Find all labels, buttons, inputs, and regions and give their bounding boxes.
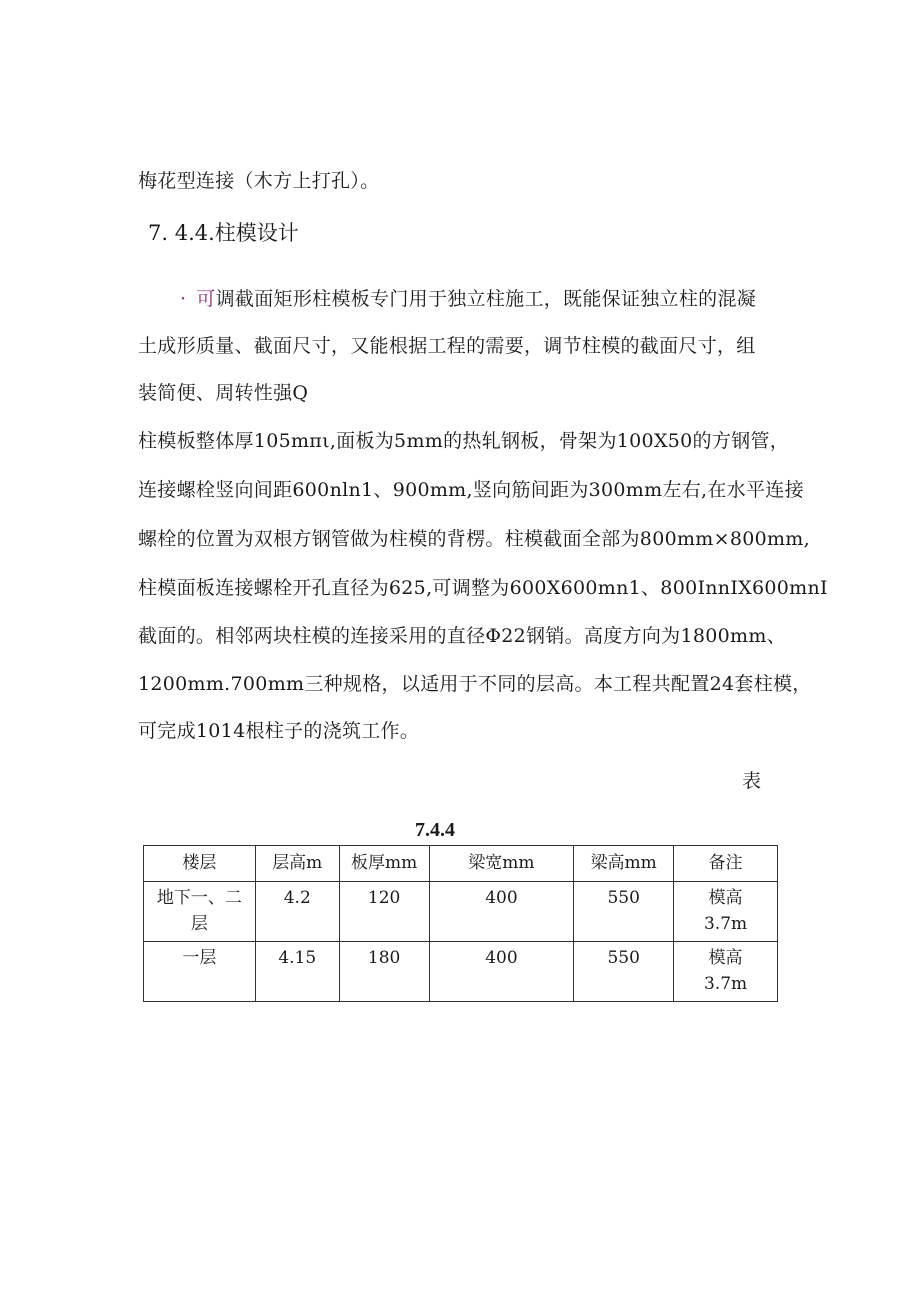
- cell-floor-line1: 一层: [182, 948, 217, 968]
- table-row: [144, 942, 778, 1002]
- cell-beam-height: 550: [574, 942, 674, 1002]
- paragraph2-line: 连接螺栓竖向间距600nln1、900mm,竖向筋间距为300mm左右,在水平连接: [138, 479, 804, 501]
- header-beam-width: 梁宽mm: [429, 846, 574, 882]
- cell-slab-thickness: 180: [339, 942, 429, 1002]
- lead-char: 可: [196, 288, 216, 310]
- section-heading: 7. 4.4.柱模设计: [148, 221, 299, 245]
- cell-beam-height: 550: [574, 882, 674, 942]
- cell-floor-line2: 层: [190, 914, 208, 934]
- bullet-icon: ·: [180, 288, 187, 310]
- cell-note: [674, 882, 778, 942]
- header-slab-thickness: 板厚mm: [339, 846, 429, 882]
- paragraph2-line: 可完成1014根柱子的浇筑工作。: [138, 720, 420, 742]
- cell-floor: [144, 882, 256, 942]
- cell-note-line2: 3.7m: [703, 974, 748, 994]
- cell-beam-width: 400: [429, 882, 574, 942]
- header-floor-height: 层高m: [255, 846, 339, 882]
- intro-line: 梅花型连接（木方上打孔）。: [138, 170, 380, 192]
- paragraph1-line3: 装简便、周转性强Q: [138, 382, 309, 404]
- header-note: 备注: [674, 846, 778, 882]
- cell-floor-height: 4.2: [255, 882, 339, 942]
- paragraph1-line1-text: 调截面矩形柱模板专门用于独立柱施工，既能保证独立柱的混凝: [215, 288, 757, 310]
- spec-table: [143, 845, 778, 1002]
- paragraph2-line: 柱模面板连接螺栓开孔直径为625,可调整为600X600mn1、800InnIX600mnI: [138, 577, 828, 599]
- cell-note-line1: 模高: [708, 948, 743, 968]
- cell-note-line1: 模高: [708, 888, 743, 908]
- paragraph2-line: 截面的。相邻两块柱模的连接采用的直径Φ22钢销。高度方向为1800mm、: [138, 625, 786, 647]
- cell-slab-thickness: 120: [339, 882, 429, 942]
- table-label: 表: [742, 770, 762, 792]
- table-header-row: [144, 846, 778, 882]
- header-floor: 楼层: [144, 846, 256, 882]
- paragraph2-line: 1200mm.700mm三种规格，以适用于不同的层高。本工程共配置24套柱模，: [138, 673, 812, 695]
- table-title: 7.4.4: [415, 819, 455, 841]
- cell-floor-line1: 地下一、二: [156, 888, 242, 908]
- header-beam-height: 梁高mm: [574, 846, 674, 882]
- cell-beam-width: 400: [429, 942, 574, 1002]
- cell-floor-height: 4.15: [255, 942, 339, 1002]
- cell-note-line2: 3.7m: [703, 914, 748, 934]
- table-row: [144, 882, 778, 942]
- paragraph1-line1: [180, 287, 756, 311]
- paragraph2-line: 柱模板整体厚105mπι,面板为5mm的热轧钢板，骨架为100X50的方钢管，: [138, 430, 790, 452]
- paragraph1-line2: 土成形质量、截面尺寸，又能根据工程的需要，调节柱模的截面尺寸，组: [138, 335, 756, 357]
- cell-note: [674, 942, 778, 1002]
- paragraph2-line: 螺栓的位置为双根方钢管做为柱模的背楞。柱模截面全部为800mm×800mm,: [138, 528, 810, 550]
- cell-floor: [144, 942, 256, 1002]
